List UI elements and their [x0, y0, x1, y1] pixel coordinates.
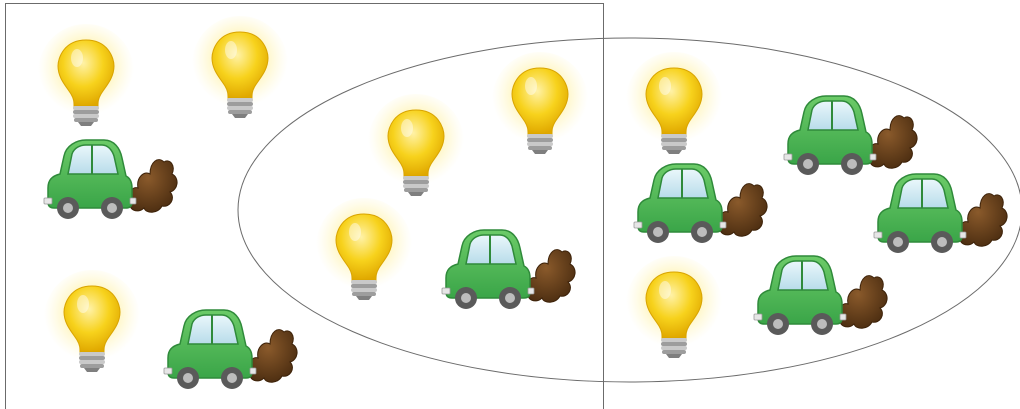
- car-exhaust-icon: [784, 96, 917, 175]
- car-exhaust-icon: [874, 174, 1007, 253]
- lightbulb-icon: [192, 16, 288, 118]
- lightbulb-icon: [38, 24, 134, 126]
- lightbulb-icon: [492, 52, 588, 154]
- car-exhaust-icon: [442, 230, 575, 309]
- lightbulb-icon: [626, 52, 722, 154]
- car-exhaust-icon: [634, 164, 767, 243]
- car-exhaust-icon: [754, 256, 887, 335]
- lightbulb-icon: [368, 94, 464, 196]
- lightbulb-icon: [44, 270, 140, 372]
- car-exhaust-icon: [164, 310, 297, 389]
- lightbulb-icon: [626, 256, 722, 358]
- car-exhaust-icon: [44, 140, 177, 219]
- lightbulb-icon: [316, 198, 412, 300]
